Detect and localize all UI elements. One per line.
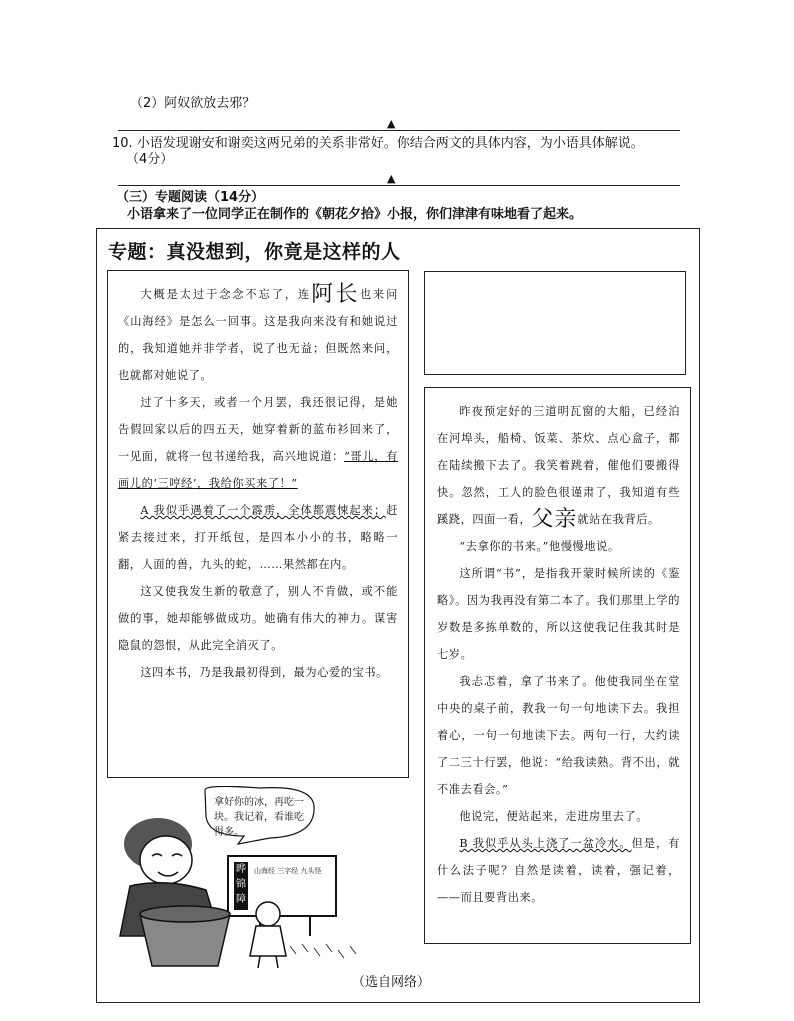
section-intro: 小语拿来了一位同学正在制作的《朝花夕拾》小报，你们津津有味地看了起来。 xyxy=(127,207,583,222)
image-caption: （选自网络） xyxy=(352,975,431,990)
left-paragraph-3: A 我似乎遇着了一个霹雳，全体都震悚起来；赶紧去接过来，打开纸包，是四本小小的书，略略一翻，人面的兽，九头的蛇，……果然都在内。 xyxy=(118,504,398,571)
story-box-right xyxy=(424,387,691,944)
right-paragraph-3: 这所谓“书”，是指我开蒙时候所读的《鉴略》。因为我再没有第二本了。我们那里上学的岁数是多拣单数的，所以这使我记住我其时是七岁。 xyxy=(437,567,680,661)
story-text-right xyxy=(437,398,680,911)
sign-title-text: 晔锦障 xyxy=(236,864,246,905)
right-paragraph-4: 我忐忑着，拿了书来了。他使我同坐在堂中央的桌子前，教我一句一句地读下去。我担着心，一句一句地读下去。两句一行，大约读了二三十行罢，他说：“给我读熟。背不出，就不准去看会。” xyxy=(437,675,680,796)
answer-marker: ▲ xyxy=(387,117,396,130)
question-10-points: （4分） xyxy=(126,152,174,167)
answer-line xyxy=(118,185,680,186)
highlight-name-father: 父亲 xyxy=(531,507,578,532)
answer-marker: ▲ xyxy=(387,172,396,185)
highlight-name-achang: 阿长 xyxy=(311,282,360,307)
left-paragraph-5: 这四本书，乃是我最初得到，最为心爱的宝书。 xyxy=(140,666,388,679)
ground-texture xyxy=(290,944,356,958)
answer-line xyxy=(118,130,680,131)
right-paragraph-1: 昨夜预定好的三道明瓦窗的大船，已经泊在河埠头，船椅、饭菜、茶炊、点心盒子，都在陆续搬下去了。我笑着跳着，催他们要搬得快。忽然，工人的脸色很谨肃了，我知道有些蹊跷，四面一看，父亲就站在我背后。 xyxy=(437,405,680,532)
woman-face xyxy=(140,836,192,884)
wavy-sentence-b: B 我似乎从头上浇了一盆冷水。 xyxy=(459,837,632,850)
right-paragraph-6: B 我似乎从头上浇了一盆冷水。但是，有什么法子呢？自然是读着，读着，强记着，——而且要背出来。 xyxy=(437,837,681,904)
story-text-left xyxy=(118,281,398,686)
speech-bubble-text: 拿好你的冰，再吃一块。我记着，看谁吃得多。 xyxy=(214,797,304,838)
underlined-quote: “哥儿，有画儿的‘三哼经’，我给你买来了！” xyxy=(118,450,398,490)
question-10: 10. 小语发现谢安和谢奕这两兄弟的关系非常好。你结合两文的具体内容，为小语具体解说。 xyxy=(112,136,644,151)
wavy-sentence-a: A 我似乎遇着了一个霹雳，全体都震悚起来； xyxy=(140,504,386,517)
left-paragraph-2: 过了十多天，或者一个月罢，我还很记得，是她告假回家以后的四五天，她穿着新的蓝布衫回来了，一见面，就将一包书递给我，高兴地说道：“哥儿，有画儿的‘三哼经’，我给你买来了！” xyxy=(118,396,398,490)
cartoon-illustration xyxy=(110,786,410,971)
empty-box xyxy=(424,271,686,375)
child-body xyxy=(250,926,286,956)
left-paragraph-1: 大概是太过于念念不忘了，连阿长也来问《山海经》是怎么一回事。这是我向来没有和她说过的，我知道她并非学者，说了也无益；但既然来问，也就都对她说了。 xyxy=(118,282,398,382)
child-head xyxy=(256,902,280,926)
question-2: （2）阿奴欲放去邪？ xyxy=(130,96,256,111)
sign-body-text: 山海经 三字经 九头怪 xyxy=(254,867,322,875)
newspaper-headline: 专题：真没想到，你竟是这样的人 xyxy=(108,241,401,263)
right-paragraph-5: 他说完，便站起来，走进房里去了。 xyxy=(459,810,648,823)
left-paragraph-4: 这又使我发生新的敬意了，别人不肯做，或不能做的事，她却能够做成功。她确有伟大的神力。谋害隐鼠的怨恨，从此完全消灭了。 xyxy=(118,585,398,652)
right-paragraph-2: “去拿你的书来。”他慢慢地说。 xyxy=(459,540,620,553)
section-title: （三）专题阅读（14分） xyxy=(116,190,265,205)
story-box-left xyxy=(107,270,409,778)
